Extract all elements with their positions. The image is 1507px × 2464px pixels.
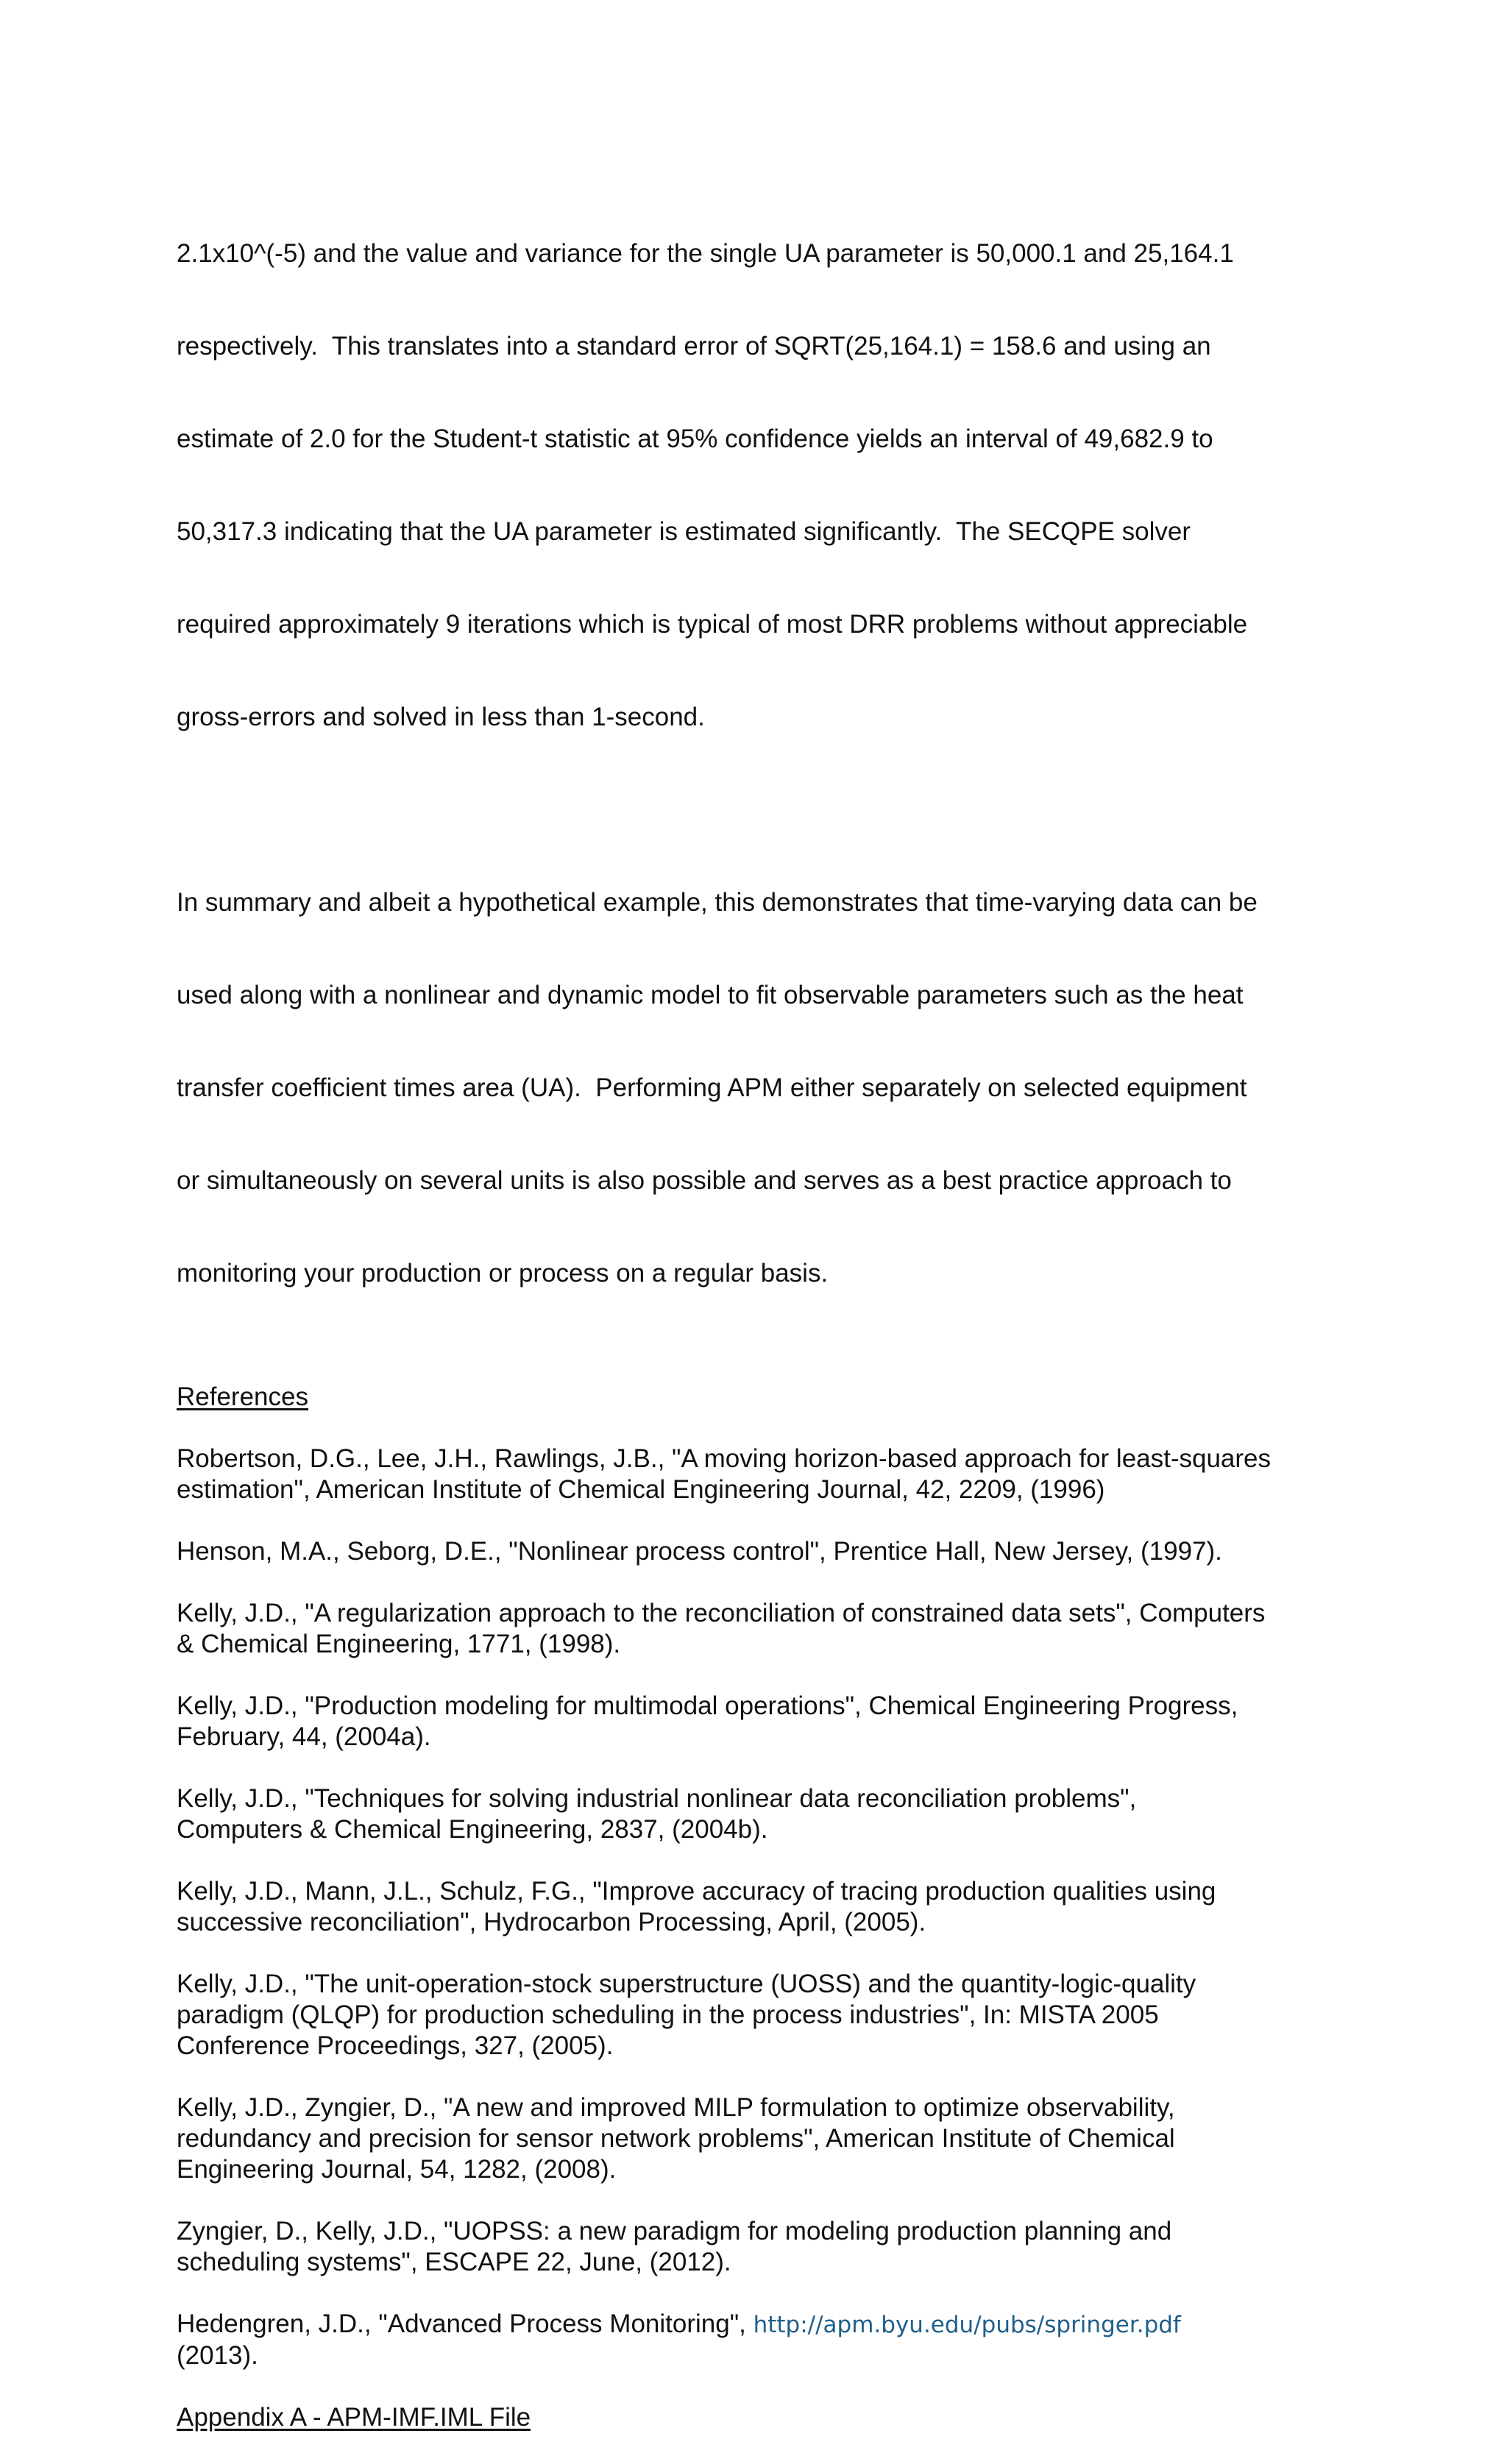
text-line: Henson, M.A., Seborg, D.E., "Nonlinear process control", Prentice Hall, New Jersey, (1997). [177,1537,1222,1566]
text-line: 50,317.3 indicating that the UA parameter is estimated significantly. The SECQPE solver [177,517,1191,546]
text-line: Kelly, J.D., Mann, J.L., Schulz, F.G., "Improve accuracy of tracing production qualities using [177,1877,1216,1906]
reference-entry-hedengren-2013 [177,2309,1354,2371]
text-line: monitoring your production or process on a regular basis. [177,1259,829,1288]
body-paragraph-2 [177,826,1354,1351]
text-line: scheduling systems", ESCAPE 22, June, (2012). [177,2248,731,2276]
text-line: Robertson, D.G., Lee, J.H., Rawlings, J.B., "A moving horizon-based approach for least-squares [177,1444,1272,1473]
reference-entry-kelly-mann-schulz-2005 [177,1876,1354,1938]
text-line: paradigm (QLQP) for production scheduling in the process industries", In: MISTA 2005 [177,2000,1159,2029]
text-line: (2013). [177,2341,258,2370]
text-line: gross-errors and solved in less than 1-second. [177,703,705,731]
text-line: transfer coefficient times area (UA). Performing APM either separately on selected equipment [177,1073,1247,1102]
appendix-heading: Appendix A - APM-IMF.IML File [177,2403,531,2432]
text-line: respectively. This translates into a standard error of SQRT(25,164.1) = 158.6 and using an [177,332,1211,361]
reference-entry-kelly-2004a [177,1691,1354,1753]
text-line: estimate of 2.0 for the Student-t statistic at 95% confidence yields an interval of 49,682.9 to [177,425,1213,453]
text-line: & Chemical Engineering, 1771, (1998). [177,1630,621,1658]
reference-entry-henson-1997 [177,1536,1354,1567]
springer-pdf-link[interactable]: http://apm.byu.edu/pubs/springer.pdf [753,2312,1181,2338]
reference-entry-kelly-2005 [177,1969,1354,2062]
text-line: Kelly, J.D., "The unit-operation-stock superstructure (UOSS) and the quantity-logic-quality [177,1970,1196,1998]
text-line: In summary and albeit a hypothetical example, this demonstrates that time-varying data can be [177,888,1258,917]
reference-entry-zyngier-kelly-2012 [177,2216,1354,2278]
text-line: estimation", American Institute of Chemical Engineering Journal, 42, 2209, (1996) [177,1475,1105,1504]
text-line: 2.1x10^(-5) and the value and variance for the single UA parameter is 50,000.1 and 25,164.1 [177,239,1234,268]
text-line: Kelly, J.D., "Techniques for solving industrial nonlinear data reconciliation problems", [177,1784,1137,1813]
text-line: used along with a nonlinear and dynamic model to fit observable parameters such as the heat [177,981,1244,1009]
reference-entry-kelly-1998 [177,1598,1354,1660]
text-line [177,2309,1354,2340]
text-line: successive reconciliation", Hydrocarbon Processing, April, (2005). [177,1908,926,1936]
text-line: Kelly, J.D., "A regularization approach to the reconciliation of constrained data sets", Computers [177,1599,1266,1627]
body-paragraph-1 [177,177,1354,795]
reference-entry-kelly-2004b [177,1783,1354,1845]
text-line: Computers & Chemical Engineering, 2837, (2004b). [177,1815,768,1844]
text-line: February, 44, (2004a). [177,1722,431,1751]
reference-text: Hedengren, J.D., "Advanced Process Monitoring", [177,2309,754,2338]
text-line: Kelly, J.D., "Production modeling for multimodal operations", Chemical Engineering Progress, [177,1691,1238,1720]
text-line: Engineering Journal, 54, 1282, (2008). [177,2155,617,2184]
text-line: redundancy and precision for sensor network problems", American Institute of Chemical [177,2124,1175,2153]
text-line: Kelly, J.D., Zyngier, D., "A new and improved MILP formulation to optimize observability, [177,2093,1175,2122]
text-line: Zyngier, D., Kelly, J.D., "UOPSS: a new paradigm for modeling production planning and [177,2217,1172,2245]
document-page [177,177,1354,2464]
text-line: required approximately 9 iterations which is typical of most DRR problems without appreciable [177,610,1248,639]
text-line: or simultaneously on several units is also possible and serves as a best practice approach to [177,1166,1232,1195]
references-heading: References [177,1382,308,1411]
text-line: Conference Proceedings, 327, (2005). [177,2031,614,2060]
reference-entry-robertson-1996 [177,1444,1354,1505]
reference-entry-kelly-zyngier-2008 [177,2092,1354,2185]
